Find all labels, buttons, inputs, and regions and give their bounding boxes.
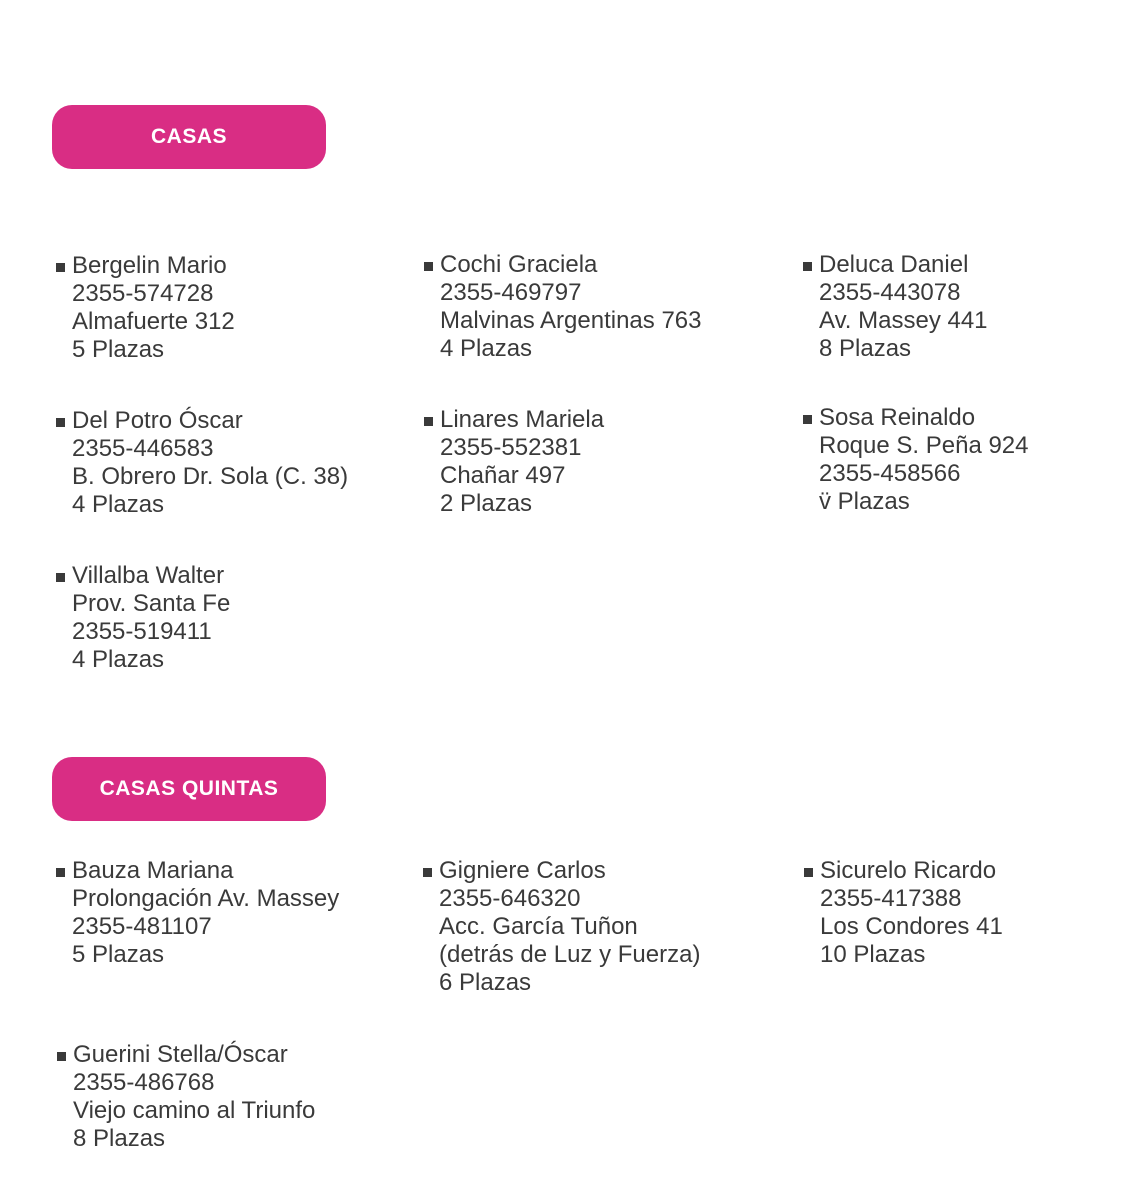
listing-entry — [57, 1041, 315, 1153]
entry-line: 4 Plazas — [440, 335, 533, 362]
listing-entry — [56, 562, 230, 674]
listing-entry — [804, 857, 1003, 969]
entry-line: 2355-446583 — [72, 435, 214, 462]
listing-entry — [56, 857, 339, 969]
owner-name: Bauza Mariana — [72, 857, 234, 884]
entry-line: Los Condores 41 — [820, 913, 1003, 940]
listing-entry — [423, 857, 700, 997]
entry-line: 5 Plazas — [72, 336, 165, 363]
owner-name: Sicurelo Ricardo — [820, 857, 997, 884]
owner-name: Del Potro Óscar — [72, 407, 243, 434]
entry-line: 6 Plazas — [439, 969, 532, 996]
bullet-icon — [424, 262, 433, 271]
entry-line: (detrás de Luz y Fuerza) — [439, 941, 701, 968]
section-header-casas — [52, 105, 326, 169]
section-title: CASAS QUINTAS — [99, 777, 279, 800]
bullet-icon — [56, 263, 65, 272]
entry-line: 8 Plazas — [73, 1125, 166, 1152]
bullet-icon — [804, 868, 813, 877]
entry-line: 4 Plazas — [72, 491, 165, 518]
section-title: CASAS — [150, 125, 227, 148]
entry-line: 5 Plazas — [72, 941, 165, 968]
bullet-icon — [803, 415, 812, 424]
entry-line: Av. Massey 441 — [819, 307, 988, 334]
owner-name: Sosa Reinaldo — [819, 404, 976, 431]
entry-line: 4 Plazas — [72, 646, 165, 673]
entry-line: Prolongación Av. Massey — [72, 885, 340, 912]
entry-line: 2355-443078 — [819, 279, 961, 306]
entry-line: 2355-646320 — [439, 885, 581, 912]
owner-name: Linares Mariela — [440, 406, 605, 433]
bullet-icon — [56, 418, 65, 427]
entry-line: 2355-519411 — [72, 618, 212, 645]
listing-entry — [424, 406, 604, 518]
entry-line: 2355-486768 — [73, 1069, 215, 1096]
listing-entry — [803, 404, 1029, 516]
entry-line: 8 Plazas — [819, 335, 912, 362]
section-header-casas-quintas — [52, 757, 326, 821]
entry-line: Roque S. Peña 924 — [819, 432, 1029, 459]
owner-name: Deluca Daniel — [819, 251, 969, 278]
entry-line: 2355-417388 — [820, 885, 962, 912]
entry-line: B. Obrero Dr. Sola (C. 38) — [72, 463, 349, 490]
bullet-icon — [56, 573, 65, 582]
entry-line: 2 Plazas — [440, 490, 533, 517]
bullet-icon — [56, 868, 65, 877]
bullet-icon — [423, 868, 432, 877]
entry-line: 2355-458566 — [819, 460, 961, 487]
entry-line: 2355-481107 — [72, 913, 212, 940]
owner-name: Cochi Graciela — [440, 251, 598, 278]
entry-line: 2355-469797 — [440, 279, 582, 306]
entry-line: Acc. García Tuñon — [439, 913, 638, 940]
entry-line: Prov. Santa Fe — [72, 590, 231, 617]
owner-name: Guerini Stella/Óscar — [73, 1041, 288, 1068]
entry-line: Malvinas Argentinas 763 — [440, 307, 702, 334]
entry-line: Almafuerte 312 — [72, 308, 235, 335]
owner-name: Villalba Walter — [72, 562, 225, 589]
owner-name: Gigniere Carlos — [439, 857, 606, 884]
entry-line: 2355-552381 — [440, 434, 582, 461]
entry-line: 2355-574728 — [72, 280, 214, 307]
entry-line: Viejo camino al Triunfo — [73, 1097, 316, 1124]
owner-name: Bergelin Mario — [72, 252, 227, 279]
bullet-icon — [57, 1052, 66, 1061]
entry-line: v̈ Plazas — [819, 488, 910, 515]
entry-line: 10 Plazas — [820, 941, 926, 968]
listing-entry — [424, 251, 702, 363]
listing-entry — [56, 252, 235, 364]
bullet-icon — [424, 417, 433, 426]
listing-entry — [803, 251, 988, 363]
entry-line: Chañar 497 — [440, 462, 566, 489]
bullet-icon — [803, 262, 812, 271]
listing-entry — [56, 407, 348, 519]
